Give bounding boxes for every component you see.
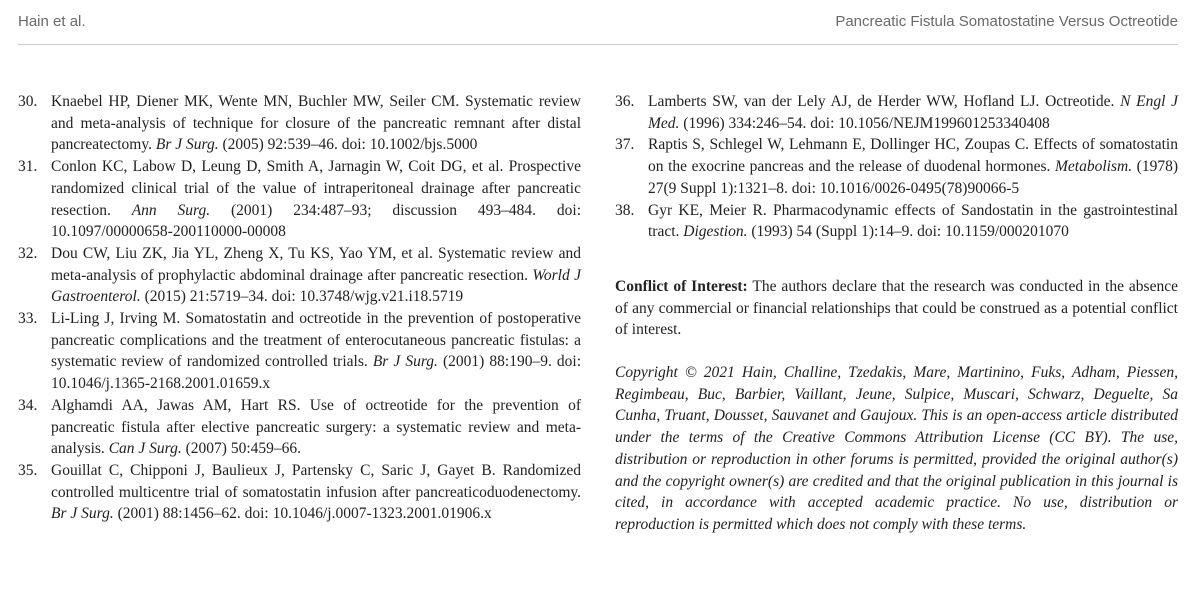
- reference-text: Raptis S, Schlegel W, Lehmann E, Dollinger HC, Zoupas C. Effects of somatostatin on the exocrine pancreas and the release of duodenal hormones.: [648, 136, 1178, 176]
- reference-tail: (2001) 88:1456–62. doi: 10.1046/j.0007-1323.2001.01906.x: [117, 505, 492, 523]
- reference-journal: Ann Surg.: [131, 201, 211, 219]
- reference-item: [18, 156, 581, 243]
- header-title: Pancreatic Fistula Somatostatine Versus Octreotide: [835, 13, 1178, 30]
- reference-text: Knaebel HP, Diener MK, Wente MN, Buchler MW, Seiler CM. Systematic review and meta-analysis of technique for closure of the pancreatic remnant after distal pancreatectomy.: [51, 93, 581, 154]
- copyright-notice: Copyright © 2021 Hain, Challine, Tzedakis, Mare, Martinino, Fuks, Adham, Piessen, Regimbeau, Buc, Barbier, Vaillant, Jeune, Sulpice, Muscari, Schwarz, Deguelte, Sa Cunha, Truant, Dousset, Sauvanet and Gaujoux. This is an open-access article distributed under the terms of the Creative Commons Attribution License (CC BY). The use, distribution or reproduction in other forums is permitted, provided the original author(s) and the copyright owner(s) are credited and that the original publication in this journal is cited, in accordance with accepted academic practice. No use, distribution or reproduction is permitted which does not comply with these terms.: [615, 364, 1178, 533]
- reference-item: [615, 134, 1178, 199]
- reference-number: 37.: [615, 136, 635, 154]
- reference-journal: Metabolism.: [1055, 158, 1133, 176]
- reference-tail: (1978) 27(9 Suppl 1):1321–8. doi: 10.1016/0026-0495(78)90066-5: [648, 158, 1178, 197]
- conflict-label: Conflict of Interest:: [615, 277, 748, 295]
- reference-text: Gyr KE, Meier R. Pharmacodynamic effects of Sandostatin in the gastrointestinal tract.: [648, 201, 1178, 241]
- reference-journal: Digestion.: [683, 223, 748, 241]
- reference-number: 38.: [615, 201, 635, 219]
- left-column: [18, 91, 581, 525]
- conflict-of-interest: [615, 276, 1178, 341]
- reference-item: [18, 243, 581, 308]
- reference-item: [615, 91, 1178, 134]
- reference-journal: Br J Surg.: [155, 136, 219, 154]
- reference-text: Dou CW, Liu ZK, Jia YL, Zheng X, Tu KS, Yao YM, et al. Systematic review and meta-analysis of prophylactic abdominal drainage after pancreatic resection.: [51, 244, 581, 284]
- reference-text: Li-Ling J, Irving M. Somatostatin and octreotide in the prevention of postoperative pancreatic complications and the treatment of enterocutaneous pancreatic fistulas: a systematic review of randomized controlled trials.: [51, 310, 581, 371]
- reference-number: 33.: [18, 310, 38, 328]
- conflict-text: The authors declare that the research was conducted in the absence of any commercial or financial relationships that could be construed as a potential conflict of interest.: [615, 277, 1178, 339]
- running-header: [18, 0, 1178, 45]
- reference-text: Conlon KC, Labow D, Leung D, Smith A, Jarnagin W, Coit DG, et al. Prospective randomized clinical trial of the value of intraperitoneal drainage after pancreatic resection.: [51, 158, 581, 219]
- reference-list-left: [18, 91, 581, 525]
- reference-number: 34.: [18, 396, 38, 414]
- reference-journal: N Engl J Med.: [648, 93, 1178, 132]
- reference-number: 36.: [615, 93, 635, 110]
- reference-tail: (2001) 234:487–93; discussion 493–484. doi: 10.1097/00000658-200110000-00008: [51, 201, 581, 241]
- reference-text: Alghamdi AA, Jawas AM, Hart RS. Use of octreotide for the prevention of pancreatic fistula after elective pancreatic surgery: a systematic review and meta-analysis.: [51, 396, 581, 458]
- reference-item: [18, 91, 581, 156]
- reference-journal: Can J Surg.: [108, 440, 182, 458]
- reference-item: [615, 200, 1178, 243]
- header-authors: Hain et al.: [18, 13, 86, 30]
- reference-tail: (2007) 50:459–66.: [185, 440, 302, 458]
- reference-item: [18, 460, 581, 525]
- reference-journal: Br J Surg.: [372, 353, 438, 371]
- reference-number: 30.: [18, 93, 38, 110]
- reference-item: [18, 308, 581, 395]
- reference-list-right: [615, 91, 1178, 243]
- reference-tail: (2005) 92:539–46. doi: 10.1002/bjs.5000: [222, 136, 478, 154]
- reference-tail: (1996) 334:246–54. doi: 10.1056/NEJM199601253340408: [683, 114, 1050, 132]
- reference-text: Lamberts SW, van der Lely AJ, de Herder WW, Hofland LJ. Octreotide.: [648, 93, 1115, 110]
- reference-item: [18, 395, 581, 460]
- reference-tail: (1993) 54 (Suppl 1):14–9. doi: 10.1159/000201070: [751, 223, 1069, 241]
- reference-number: 31.: [18, 158, 38, 176]
- reference-number: 35.: [18, 461, 38, 479]
- reference-text: Gouillat C, Chipponi J, Baulieux J, Partensky C, Saric J, Gayet B. Randomized controlled multicentre trial of somatostatin infusion after pancreaticoduodenectomy.: [51, 461, 581, 501]
- reference-number: 32.: [18, 244, 38, 262]
- reference-tail: (2001) 88:190–9. doi: 10.1046/j.1365-2168.2001.01659.x: [51, 353, 582, 393]
- reference-journal: World J Gastroenterol.: [51, 266, 581, 306]
- right-column: [615, 91, 1178, 536]
- reference-tail: (2015) 21:5719–34. doi: 10.3748/wjg.v21.i18.5719: [144, 288, 464, 306]
- reference-journal: Br J Surg.: [51, 505, 114, 523]
